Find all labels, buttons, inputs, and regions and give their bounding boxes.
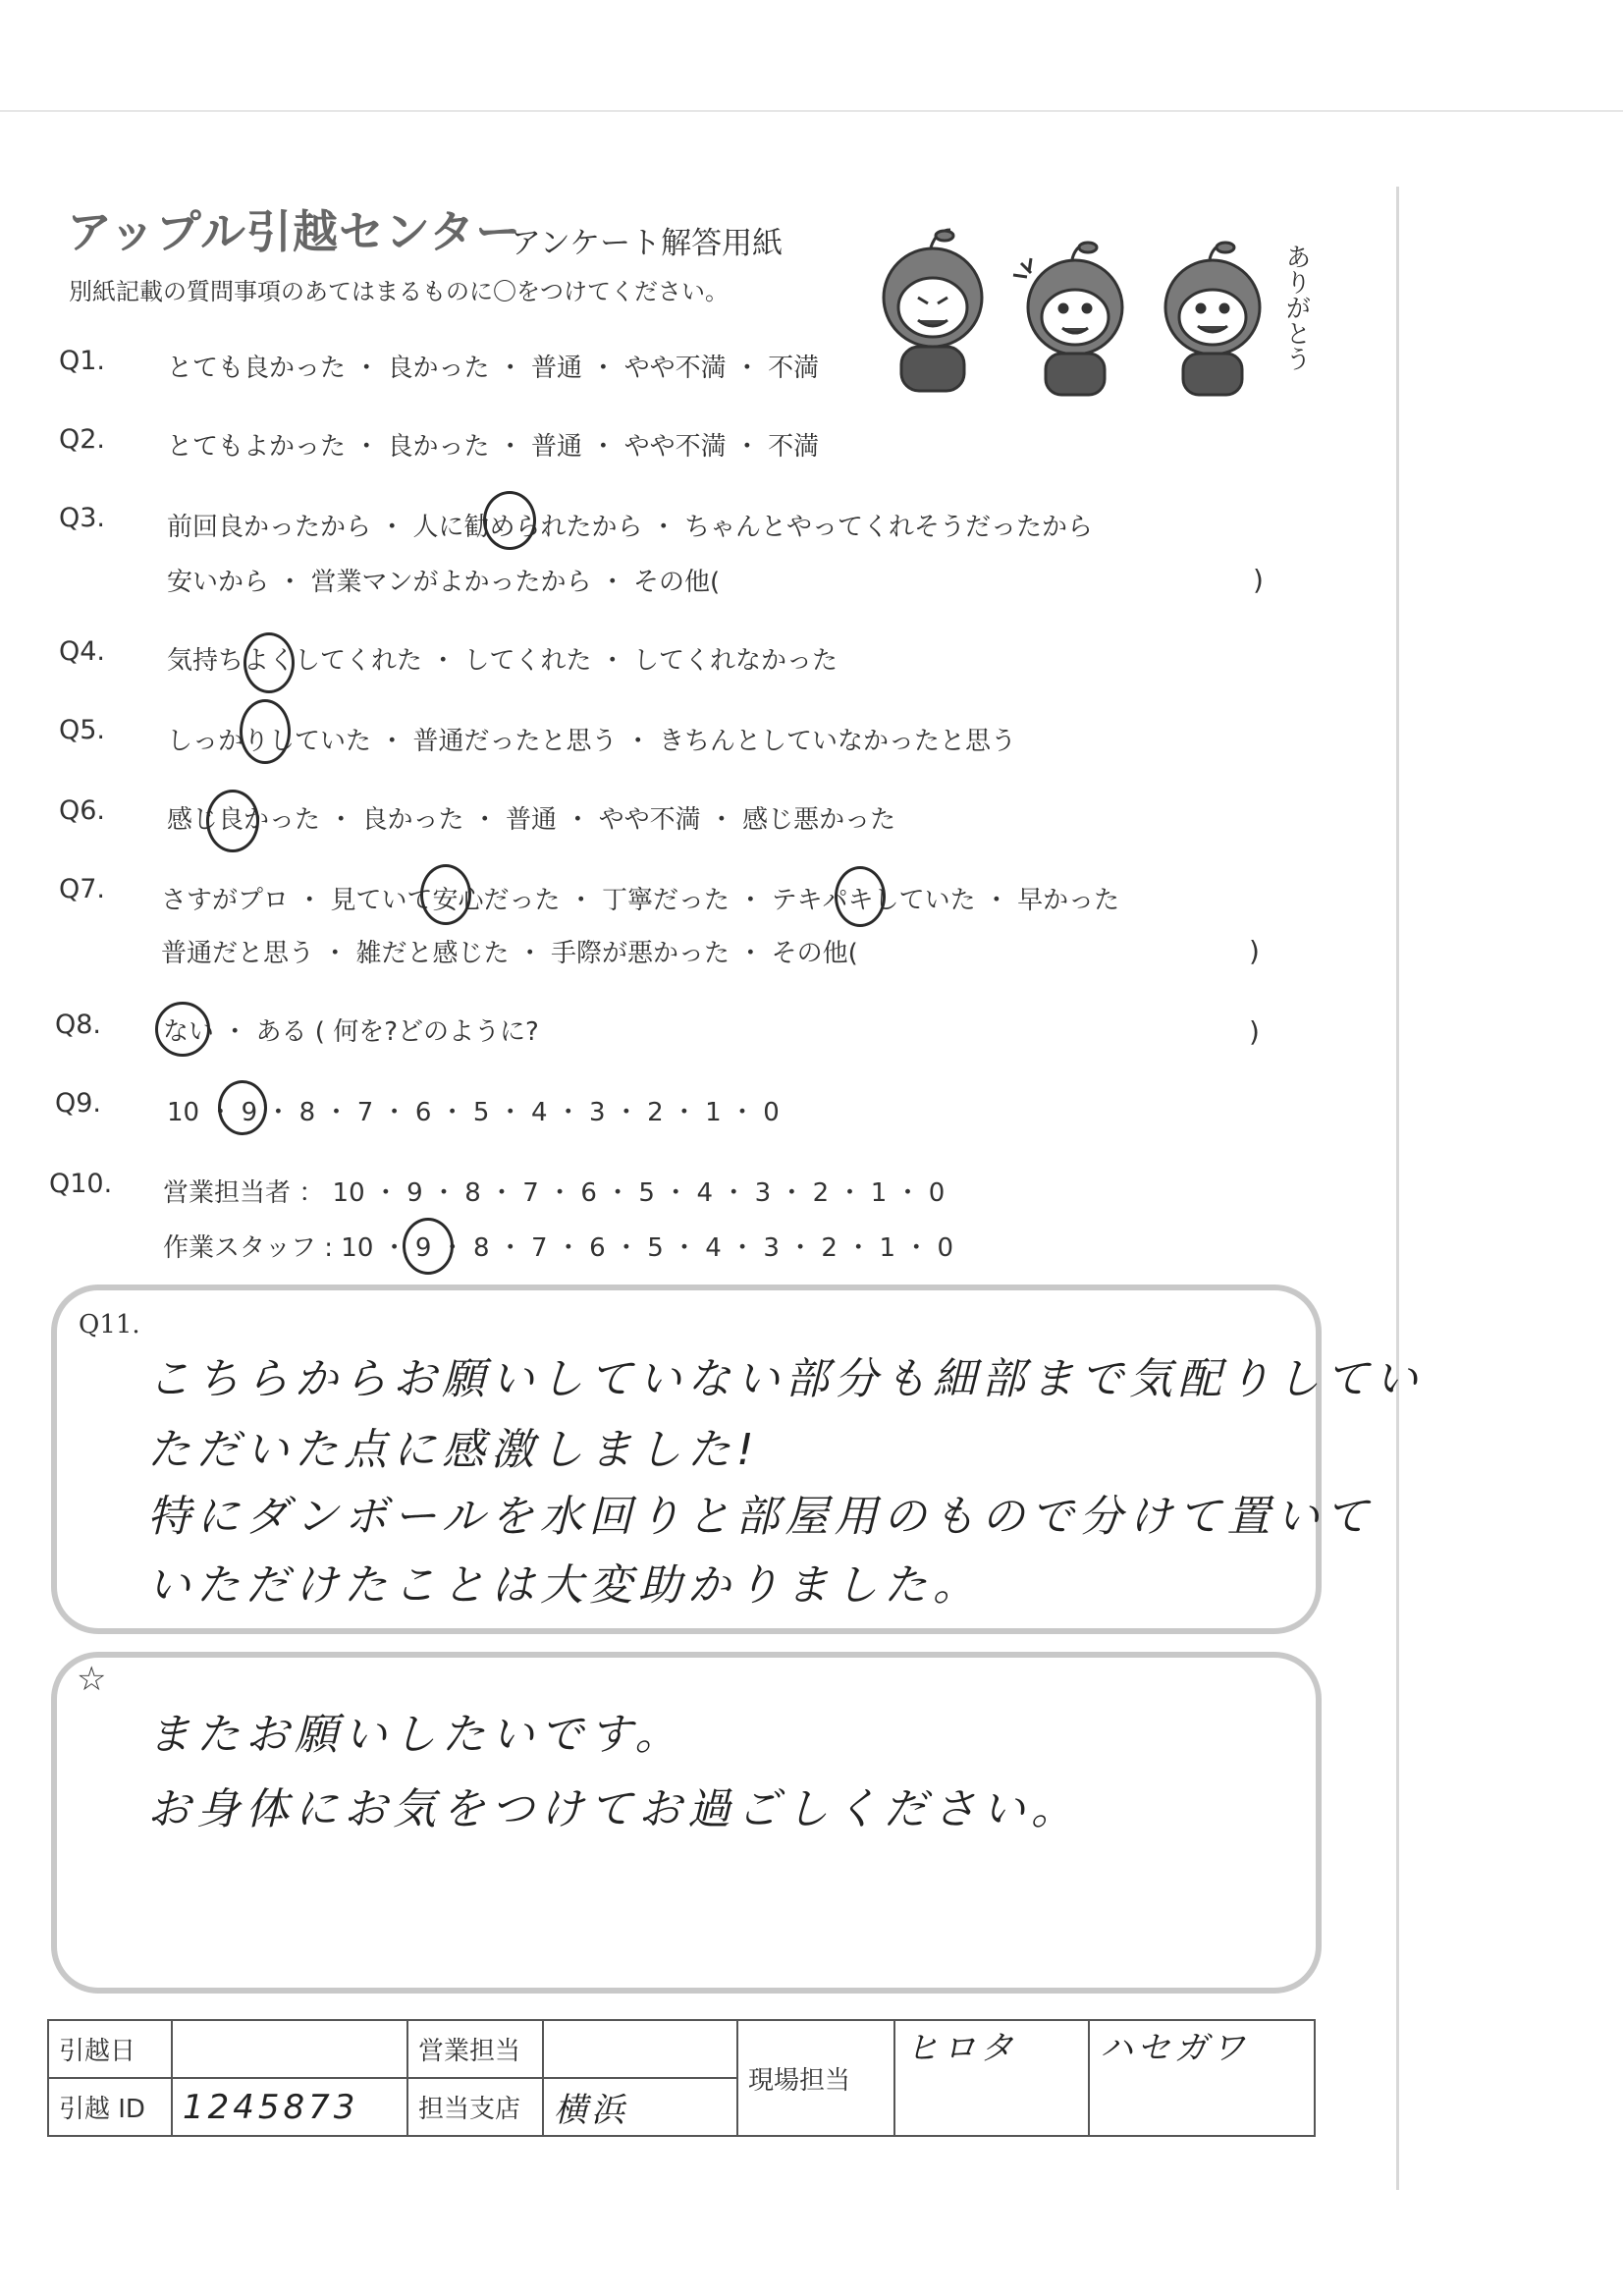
q4-options: 気持ちよくしてくれた ・ してくれた ・ してくれなかった: [167, 646, 839, 676]
q10-staff-options: 作業スタッフ : 10 ・ 9 ・ 8 ・ 7 ・ 6 ・ 5 ・ 4 ・ 3 ・ 2 ・ 1 ・ 0: [163, 1233, 954, 1263]
form-title: アンケート解答用紙: [511, 226, 784, 261]
q11-comment-line-2: ただいた点に感激しました!: [147, 1425, 760, 1475]
move-date-label: 引越日: [48, 2020, 172, 2078]
q8-answer-circle: [155, 1002, 210, 1057]
q6-options: 感じ良かった ・ 良かった ・ 普通 ・ やや不満 ・ 感じ悪かった: [167, 805, 896, 835]
q1-number: Q1.: [59, 346, 106, 376]
q3-options-line1: 前回良かったから ・ 人に勧められたから ・ ちゃんとやってくれそうだったから: [167, 513, 1094, 542]
branch-value: 横浜: [554, 2091, 628, 2130]
free-comment-line-2: お身体にお気をつけてお過ごしください。: [147, 1784, 1080, 1834]
q11-comment-line-1: こちらからお願いしていない部分も細部まで気配りしてい: [147, 1354, 1424, 1404]
q7-answer-circle-2: [835, 866, 886, 927]
site-staff-1: [894, 2020, 1089, 2136]
q5-options: しっかりしていた ・ 普通だったと思う ・ きちんとしていなかったと思う: [167, 727, 1017, 756]
site-staff-label: 現場担当: [737, 2020, 894, 2136]
q3-options-line2: 安いから ・ 営業マンがよかったから ・ その他(: [167, 568, 721, 597]
form-instruction: 別紙記載の質問事項のあてはまるものに〇をつけてください。: [69, 278, 729, 305]
q7-answer-circle-1: [420, 864, 471, 925]
q11-comment-line-4: いただけたことは大変助かりました。: [147, 1560, 982, 1611]
move-date-value: [172, 2020, 407, 2078]
q3-number: Q3.: [59, 503, 106, 533]
q4-number: Q4.: [59, 636, 106, 667]
sales-rep-label: 営業担当: [407, 2020, 543, 2078]
q5-number: Q5.: [59, 715, 106, 745]
q5-answer-circle: [240, 699, 291, 764]
site-staff-2-name: ハセガワ: [1100, 2029, 1249, 2068]
mascot-1-icon: [884, 230, 982, 391]
q9-options: 10 ・ 9 ・ 8 ・ 7 ・ 6 ・ 5 ・ 4 ・ 3 ・ 2 ・ 1 ・ 0: [167, 1098, 780, 1127]
page-right-edge: [1396, 187, 1399, 2190]
q8-options: ない ・ ある ( 何を?どのように?: [163, 1017, 539, 1047]
mascot-3-icon: [1165, 243, 1260, 395]
q6-answer-circle: [206, 790, 259, 852]
q11-comment-line-3: 特にダンボールを水回りと部屋用のもので分けて置いて: [147, 1492, 1375, 1542]
branch-label: 担当支店: [407, 2078, 543, 2136]
mascot-2-icon: [1013, 243, 1122, 395]
q10-sales-options: 営業担当者 ： 10 ・ 9 ・ 8 ・ 7 ・ 6 ・ 5 ・ 4 ・ 3 ・ 2 ・ 1 ・ 0: [163, 1178, 946, 1208]
move-id-label: 引越 ID: [48, 2078, 172, 2136]
branch-cell: [543, 2078, 737, 2136]
site-staff-1-name: ヒロタ: [905, 2029, 1017, 2068]
move-info-table: [47, 2019, 1316, 2137]
page-top-rule: [0, 110, 1623, 112]
q7-options-line1: さすがプロ ・ 見ていて安心だった ・ 丁寧だった ・ テキパキしていた ・ 早かった: [161, 886, 1120, 915]
q7-options-line2: 普通だと思う ・ 雑だと感じた ・ 手際が悪かった ・ その他(: [161, 939, 858, 968]
q1-options: とても良かった ・ 良かった ・ 普通 ・ やや不満 ・ 不満: [167, 354, 820, 383]
q4-answer-circle: [243, 632, 295, 693]
q9-number: Q9.: [55, 1088, 102, 1119]
q10-number: Q10.: [49, 1169, 113, 1199]
q2-number: Q2.: [59, 424, 106, 455]
q6-number: Q6.: [59, 795, 106, 826]
mascot-illustration: [864, 224, 1316, 405]
q8-paren-close: ): [1249, 1015, 1260, 1048]
q2-options: とてもよかった ・ 良かった ・ 普通 ・ やや不満 ・ 不満: [167, 432, 820, 462]
q7-paren-close: ): [1249, 935, 1260, 967]
move-id-cell: [172, 2078, 407, 2136]
q8-number: Q8.: [55, 1010, 102, 1040]
site-staff-2: [1089, 2020, 1315, 2136]
sales-rep-value: [543, 2020, 737, 2078]
star-icon: ☆: [77, 1660, 107, 1699]
q3-paren-close: ): [1253, 564, 1264, 596]
q10-staff-answer-circle: [403, 1218, 454, 1275]
company-name: アップル引越センター: [67, 205, 522, 258]
q9-answer-circle: [218, 1080, 267, 1135]
q11-label: Q11.: [79, 1310, 140, 1339]
q7-number: Q7.: [59, 874, 106, 904]
mascot-caption: ありがとう: [1281, 244, 1311, 371]
free-comment-line-1: またお願いしたいです。: [147, 1710, 684, 1760]
move-id-value: 1245873: [183, 2087, 359, 2127]
q3-answer-circle: [483, 491, 536, 550]
